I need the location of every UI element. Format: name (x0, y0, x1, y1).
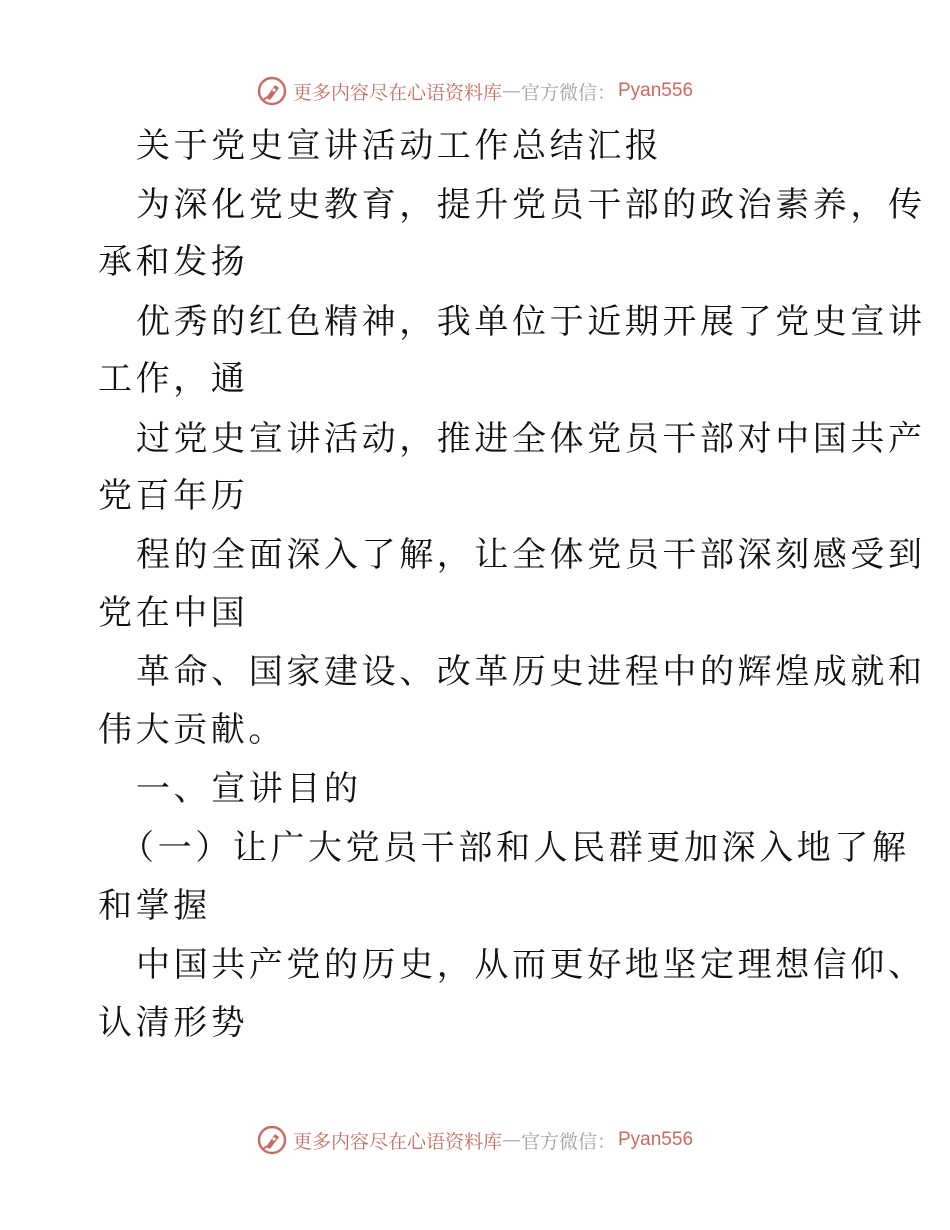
watermark-wechat-id: Pyan556 (618, 80, 694, 101)
section-heading: 一、宣讲目的 (136, 769, 362, 809)
watermark-separator: — (501, 1129, 521, 1151)
paragraph-line: 优秀的红色精神，我单位于近期开展了党史宣讲 (136, 302, 926, 342)
paragraph-line: 程的全面深入了解，让全体党员干部深刻感受到 (136, 535, 926, 575)
paragraph-line: （一）让广大党员干部和人民群更加深入地了解 (120, 828, 910, 868)
pen-nib-logo-icon (257, 1125, 287, 1155)
paragraph-line: 工作，通 (98, 359, 249, 399)
paragraph-line: 革命、国家建设、改革历史进程中的辉煌成就和 (136, 652, 926, 692)
paragraph-line: 为深化党史教育，提升党员干部的政治素养，传 (136, 185, 926, 225)
watermark-brand-text: 更多内容尽在心语资料库 (292, 81, 502, 104)
pen-nib-logo-icon (257, 76, 287, 106)
paragraph-line: 伟大贡献。 (98, 710, 286, 750)
watermark-brand-text: 更多内容尽在心语资料库 (292, 1130, 502, 1153)
watermark-wechat-id: Pyan556 (618, 1129, 694, 1150)
header-watermark (0, 71, 950, 111)
paragraph-line: 认清形势 (98, 1003, 249, 1043)
footer-watermark (0, 1120, 950, 1160)
watermark-wechat-label: 官方微信： (520, 81, 616, 104)
watermark-wechat-label: 官方微信： (520, 1130, 616, 1153)
paragraph-line: 党在中国 (98, 593, 249, 633)
paragraph-line: 中国共产党的历史，从而更好地坚定理想信仰、 (136, 945, 926, 985)
document-title: 关于党史宣讲活动工作总结汇报 (136, 126, 663, 166)
paragraph-line: 承和发扬 (98, 242, 249, 282)
paragraph-line: 和掌握 (98, 886, 211, 926)
paragraph-line: 党百年历 (98, 476, 249, 516)
watermark-separator: — (501, 80, 521, 102)
paragraph-line: 过党史宣讲活动，推进全体党员干部对中国共产 (136, 419, 926, 459)
